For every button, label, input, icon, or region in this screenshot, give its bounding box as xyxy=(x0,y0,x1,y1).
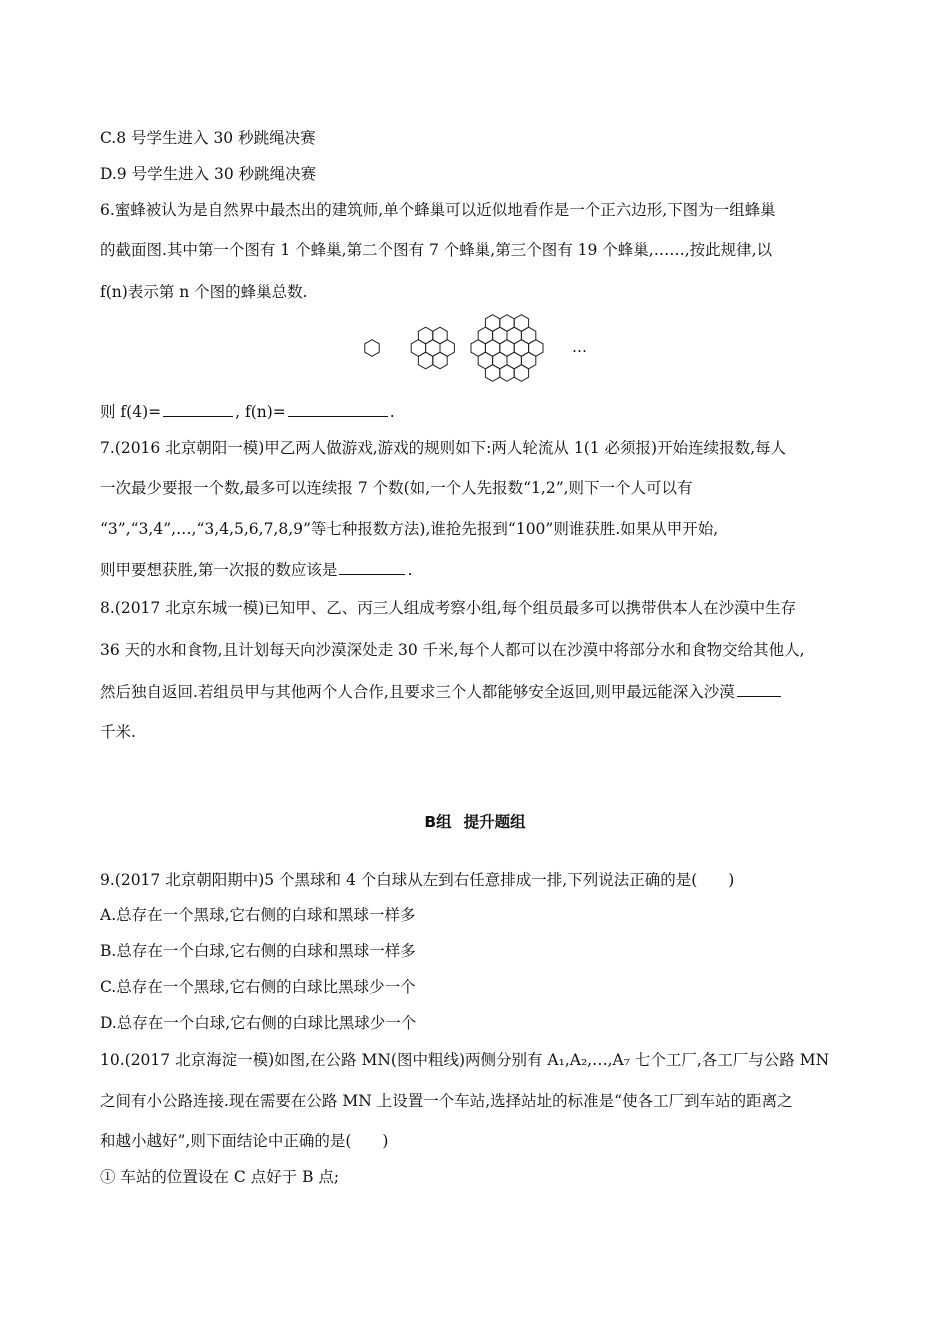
q7-text-line-2: 一次最少要报一个数,最多可以连续报 7 个数(如,一个人先报数“1,2”,则下一个人可以有 xyxy=(100,479,693,497)
q8-text-line-4: 千米. xyxy=(100,723,136,741)
q10-text-line-2: 之间有小公路连接.现在需要在公路 MN 上设置一个车站,选择站址的标准是“使各工厂到车站的距离之 xyxy=(100,1092,793,1110)
q8-text-line-3: 然后独自返回.若组员甲与其他两个人合作,且要求三个人都能够安全返回,则甲最远能深入沙漠 xyxy=(100,683,735,701)
q5-option-c: C.8 号学生进入 30 秒跳绳决赛 xyxy=(100,129,316,147)
section-b-title: 提升题组 xyxy=(463,813,526,831)
q9-option-b: B.总存在一个白球,它右侧的白球和黑球一样多 xyxy=(100,942,416,960)
honeycomb-7 xyxy=(411,327,454,369)
q9-option-c: C.总存在一个黑球,它右侧的白球比黑球少一个 xyxy=(100,978,416,996)
honeycomb-figure xyxy=(355,308,555,388)
q6-text-line-2: 的截面图.其中第一个图有 1 个蜂巢,第二个图有 7 个蜂巢,第三个图有 19 个蜂巢,……,按此规律,以 xyxy=(100,241,773,259)
answer-blank-fn[interactable] xyxy=(288,402,388,417)
q10-text-line-1: 10.(2017 北京海淀一模)如图,在公路 MN(图中粗线)两侧分别有 A₁,A₂,…,A₇ 七个工厂,各工厂与公路 MN xyxy=(100,1051,830,1069)
q10-item-1: ① 车站的位置设在 C 点好于 B 点; xyxy=(100,1168,340,1186)
section-b-label: B组 xyxy=(424,813,452,831)
q8-text-line-1: 8.(2017 北京东城一模)已知甲、乙、丙三人组成考察小组,每个组员最多可以携带供本人在沙漠中生存 xyxy=(100,599,797,617)
answer-blank-f4[interactable] xyxy=(163,402,233,417)
q9-stem: 9.(2017 北京朝阳期中)5 个黑球和 4 个白球从左到右任意排成一排,下列说法正确的是( ) xyxy=(100,871,735,889)
answer-blank-q7[interactable] xyxy=(339,560,405,575)
honeycomb-19 xyxy=(471,315,543,382)
q9-option-a: A.总存在一个黑球,它右侧的白球和黑球一样多 xyxy=(100,906,416,924)
q7-answer-line xyxy=(100,560,412,580)
q5-option-d: D.9 号学生进入 30 秒跳绳决赛 xyxy=(100,165,317,183)
q8-answer-line xyxy=(100,682,783,702)
q7-text-line-4: 则甲要想获胜,第一次报的数应该是 xyxy=(100,561,338,579)
answer-blank-q8[interactable] xyxy=(737,682,781,697)
q9-option-d: D.总存在一个白球,它右侧的白球比黑球少一个 xyxy=(100,1014,417,1032)
q7-text-line-3: “3”,“3,4”,…,“3,4,5,6,7,8,9”等七种报数方法),谁抢先报到“100”则谁获胜.如果从甲开始, xyxy=(100,520,719,538)
q6-text-line-1: 6.蜜蜂被认为是自然界中最杰出的建筑师,单个蜂巢可以近似地看作是一个正六边形,下图为一组蜂巢 xyxy=(100,201,776,219)
figure-ellipsis: … xyxy=(572,338,587,356)
q8-text-line-2: 36 天的水和食物,且计划每天向沙漠深处走 30 千米,每个人都可以在沙漠中将部分水和食物交给其他人, xyxy=(100,641,805,659)
q6-answer-line xyxy=(100,402,395,422)
q10-text-line-3: 和越小越好”,则下面结论中正确的是( ) xyxy=(100,1132,389,1150)
q7-text-line-1: 7.(2016 北京朝阳一模)甲乙两人做游戏,游戏的规则如下:两人轮流从 1(1 必须报)开始连续报数,每人 xyxy=(100,439,787,457)
q6-answer-label: 则 f(4)= xyxy=(100,403,162,421)
section-b-heading xyxy=(0,810,950,832)
honeycomb-1 xyxy=(365,340,379,357)
q6-answer-end: . xyxy=(389,403,395,421)
q6-text-line-3: f(n)表示第 n 个图的蜂巢总数. xyxy=(100,283,308,301)
q7-answer-end: . xyxy=(407,561,413,579)
q6-answer-sep: , f(n)= xyxy=(235,403,286,421)
